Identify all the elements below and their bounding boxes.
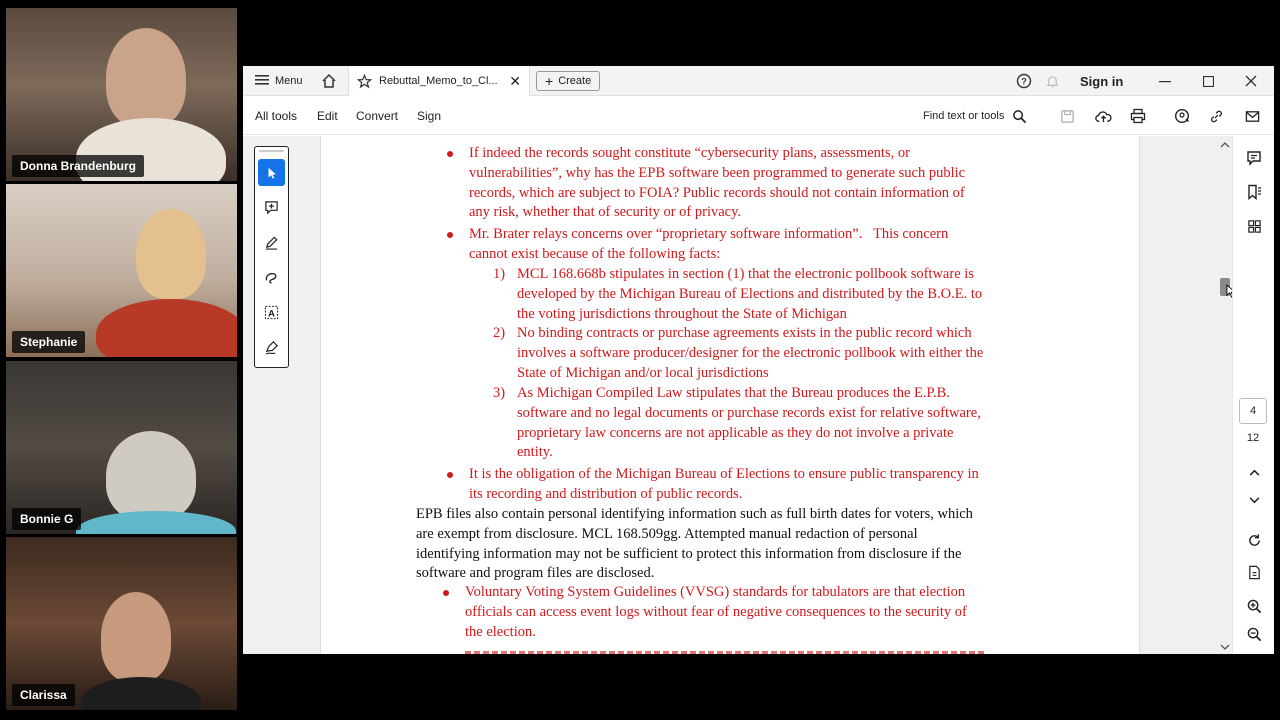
participant-name: Stephanie [12, 331, 85, 353]
participant-tile[interactable] [6, 537, 237, 710]
text-line: are exempt from disclosure. MCL 168.509gg. Attempted manual redaction of personal [416, 525, 918, 542]
zoom-out-button[interactable] [1244, 624, 1264, 644]
text-line: Voluntary Voting System Guidelines (VVSG) standards for tabulators are that election [465, 584, 966, 600]
text-line: its recording and distribution of public records. [469, 485, 743, 502]
participant-name: Donna Brandenburg [12, 155, 144, 177]
print-icon [1130, 108, 1146, 124]
numbered-item [517, 384, 981, 463]
scroll-down-icon[interactable] [1220, 644, 1230, 650]
current-page-input[interactable]: 4 [1239, 398, 1267, 424]
draw-tool[interactable] [258, 264, 285, 291]
minimize-icon [1159, 75, 1171, 87]
highlight-tool[interactable] [258, 229, 285, 256]
pdf-page [320, 136, 1140, 654]
text-line: entity. [517, 444, 553, 461]
help-icon [1016, 73, 1032, 89]
menu-button[interactable] [255, 66, 303, 96]
text-line: officials can access event logs without fear of negative consequences to the security of [465, 603, 967, 620]
document-canvas[interactable] [243, 136, 1274, 654]
text-line: developed by the Michigan Bureau of Elections and distributed by the B.O.E. to [517, 285, 983, 302]
all-tools-menu[interactable]: All tools [255, 109, 298, 123]
list-number: 2) [493, 325, 506, 341]
select-tool[interactable] [258, 159, 285, 186]
next-page-button[interactable] [1244, 490, 1264, 510]
comment-icon [1246, 150, 1262, 166]
minimize-button[interactable] [1159, 66, 1171, 96]
menu-label: Menu [275, 75, 303, 87]
help-button[interactable] [1016, 66, 1032, 96]
comment-tool[interactable] [258, 194, 285, 221]
create-label: Create [558, 75, 592, 87]
fill-sign-tool[interactable] [258, 334, 285, 361]
title-bar [243, 66, 1274, 96]
text-line: It is the obligation of the Michigan Bureau of Elections to ensure public transparency in [469, 466, 979, 482]
text-line: identifying information may not be sufficient to protect this information from disclosure if the [416, 545, 962, 562]
convert-menu[interactable]: Convert [356, 109, 399, 123]
bullet-marker [447, 151, 453, 157]
previous-page-button[interactable] [1244, 462, 1264, 482]
text-line: EPB files also contain personal identifying information such as full birth dates for voters, which [416, 506, 973, 522]
link-button[interactable] [1209, 97, 1224, 135]
zoom-out-icon [1247, 627, 1262, 642]
document-tab[interactable] [348, 66, 530, 96]
sign-in-button[interactable]: Sign in [1080, 73, 1124, 89]
body-paragraph [416, 505, 973, 584]
text-line: cannot exist because of the following facts: [469, 245, 721, 262]
bullet-paragraph [465, 583, 967, 642]
text-line: No binding contracts or purchase agreements exists in the public record which [517, 325, 972, 341]
total-pages: 12 [1246, 432, 1260, 444]
bullet-marker [447, 472, 453, 478]
search-icon [1012, 109, 1027, 124]
find-label: Find text or tools [923, 110, 1005, 122]
fit-page-button[interactable] [1244, 562, 1264, 582]
text-line: MCL 168.668b stipulates in section (1) that the electronic pollbook software is [517, 266, 974, 282]
bullet-paragraph [469, 225, 948, 265]
freehand-icon [264, 270, 279, 285]
link-icon [1209, 109, 1224, 124]
notifications-button[interactable] [1045, 66, 1060, 96]
text-line: records, which are subject to FOIA? Public records should not contain information of [469, 184, 965, 201]
print-button[interactable] [1130, 97, 1146, 135]
participant-video [106, 28, 186, 128]
vertical-scrollbar[interactable] [1218, 136, 1232, 654]
save-button[interactable] [1060, 97, 1075, 135]
tab-title: Rebuttal_Memo_to_Cl... [379, 75, 498, 87]
zoom-in-button[interactable] [1244, 596, 1264, 616]
plus-icon: + [545, 73, 554, 89]
home-icon [321, 73, 337, 89]
add-comment-icon [264, 200, 279, 215]
star-icon [357, 74, 372, 89]
text-line: the voting jurisdictions throughout the State of Michigan [517, 305, 847, 322]
list-number: 1) [493, 266, 506, 282]
email-button[interactable] [1245, 97, 1260, 135]
text-line: the election. [465, 623, 536, 640]
share-person-icon [1174, 108, 1190, 124]
bookmarks-panel-button[interactable] [1244, 182, 1264, 202]
bullet-marker [443, 590, 449, 596]
chevron-up-icon [1249, 469, 1260, 476]
cloud-upload-icon [1095, 109, 1112, 124]
bookmark-icon [1246, 184, 1262, 200]
maximize-button[interactable] [1203, 66, 1214, 96]
text-line: software and program files are disclosed. [416, 565, 655, 582]
bullet-paragraph [469, 465, 979, 505]
participant-video [106, 431, 196, 521]
hamburger-icon [255, 75, 269, 88]
edit-menu[interactable]: Edit [317, 109, 338, 123]
rotate-button[interactable] [1244, 530, 1264, 550]
participant-tile[interactable] [6, 8, 237, 181]
svg-text:A: A [268, 308, 275, 319]
participant-tile[interactable] [6, 184, 237, 357]
text-line: vulnerabilities”, why has the EPB software been programmed to generate such public [469, 164, 966, 181]
list-number: 3) [493, 385, 506, 401]
svg-text:?: ? [1021, 76, 1027, 87]
find-text-button[interactable] [923, 97, 1027, 135]
text-line: Mr. Brater relays concerns over “proprietary software information”. This concern [469, 226, 949, 242]
numbered-item [517, 324, 983, 383]
rotate-icon [1247, 533, 1262, 548]
grid-icon [1247, 219, 1262, 234]
clipped-text-line [465, 644, 985, 654]
thumbnails-panel-button[interactable] [1244, 216, 1264, 236]
close-icon [1245, 75, 1257, 87]
text-line: proprietary law concerns are not applicable as they do not involve a private [517, 424, 954, 441]
text-tool[interactable] [258, 299, 285, 326]
text-line: software and no legal documents or purchase records exist for relative software, [517, 404, 981, 421]
zoom-in-icon [1247, 599, 1262, 614]
maximize-icon [1203, 76, 1214, 87]
save-icon [1060, 109, 1075, 124]
numbered-item [517, 265, 982, 324]
chevron-down-icon [1249, 497, 1260, 504]
text-line: If indeed the records sought constitute “cybersecurity plans, assessments, or [469, 145, 910, 161]
close-tab-icon[interactable]: ✕ [509, 72, 521, 89]
tools-toolbar [243, 97, 1274, 135]
home-button[interactable] [321, 66, 337, 96]
panel-grip[interactable] [259, 150, 284, 152]
scroll-up-icon[interactable] [1220, 142, 1230, 148]
upload-button[interactable] [1095, 97, 1112, 135]
text-line: any risk, whether that of security or of privacy. [469, 204, 742, 221]
bell-icon [1045, 74, 1060, 89]
participant-video [136, 209, 206, 299]
sign-menu[interactable]: Sign [417, 109, 442, 123]
pen-icon [264, 235, 279, 250]
bullet-paragraph [469, 144, 965, 223]
participant-video [101, 592, 171, 682]
bullet-marker [447, 232, 453, 238]
cursor-icon [265, 166, 279, 180]
mail-icon [1245, 109, 1260, 124]
close-window-button[interactable] [1245, 66, 1257, 96]
comments-panel-button[interactable] [1244, 148, 1264, 168]
quick-tools-panel [254, 146, 289, 368]
text-line: involves a software producer/designer for the electronic pollbook with either the [517, 344, 984, 361]
participant-name: Clarissa [12, 684, 75, 706]
participant-name: Bonnie G [12, 508, 81, 530]
text-box-icon [264, 305, 279, 320]
create-button[interactable] [536, 71, 600, 91]
right-panel-rail [1232, 136, 1274, 654]
participant-tile[interactable] [6, 361, 237, 534]
page-fit-icon [1247, 565, 1262, 580]
acrobat-window [243, 66, 1274, 654]
share-button[interactable] [1174, 97, 1190, 135]
text-line: As Michigan Compiled Law stipulates that the Bureau produces the E.P.B. [517, 385, 950, 401]
text-line: State of Michigan and/or local jurisdictions [517, 364, 769, 381]
sign-pen-icon [264, 340, 279, 355]
